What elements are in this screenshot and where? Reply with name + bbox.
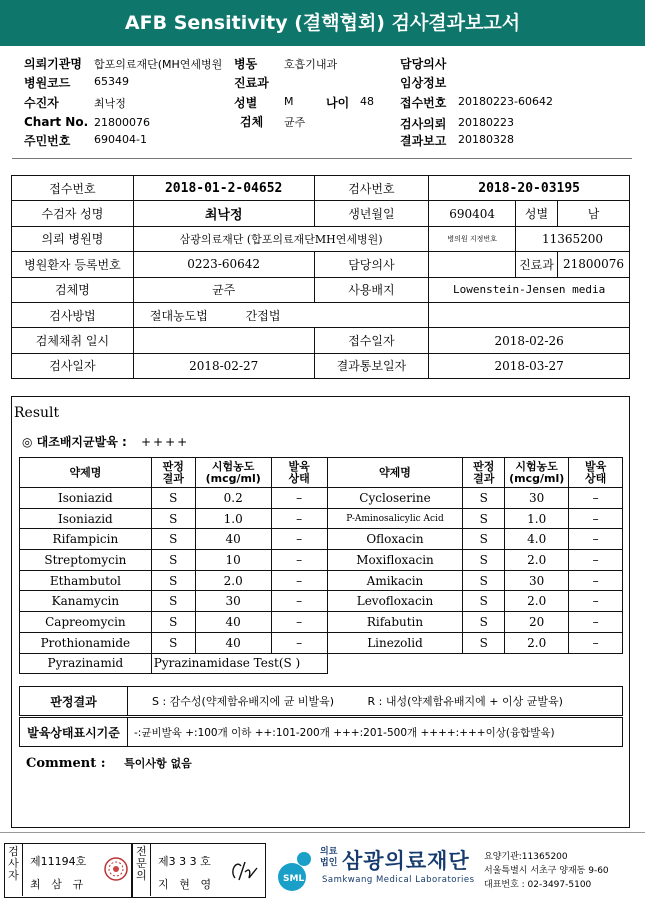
medium: Lowenstein-Jensen media <box>429 277 630 302</box>
conc: 10 <box>195 550 271 571</box>
susceptibility-table <box>19 457 623 674</box>
report-value: 20180328 <box>458 133 514 146</box>
control-growth-value: ++++ <box>140 435 190 449</box>
hospital-name: 삼광의료재단 (합포의료재단MH연세병원) <box>133 226 428 251</box>
judge-s-text: S : 감수성(약제함유배지에 균 비발육) <box>152 695 335 708</box>
judge: S <box>151 632 195 653</box>
conc: 0.2 <box>195 488 271 509</box>
hospital-code-value: 65349 <box>94 75 129 88</box>
resident-label: 주민번호 <box>24 134 71 148</box>
dept-value: 21800076 <box>557 252 629 277</box>
judge: S <box>463 612 505 633</box>
judge: S <box>463 591 505 612</box>
drug-name: Cycloserine <box>327 488 463 509</box>
growth: – <box>271 488 327 509</box>
table-row <box>20 591 623 612</box>
conc: 1.0 <box>195 508 271 529</box>
patient-label: 수진자 <box>24 96 59 110</box>
comment-text: 특이사항 없음 <box>124 757 192 770</box>
conc: 40 <box>195 612 271 633</box>
legend-table <box>19 686 623 747</box>
col-conc-right: 시험농도 (mcg/ml) <box>505 458 569 488</box>
judge: S <box>463 632 505 653</box>
growth: – <box>271 570 327 591</box>
method-indirect: 간접법 <box>245 308 281 323</box>
pza-blank <box>327 653 622 674</box>
test-date-label: 검사일자 <box>12 353 134 378</box>
drug-name: Rifabutin <box>327 612 463 633</box>
method-absolute: 절대농도법 <box>149 308 208 323</box>
drug-name: Ethambutol <box>20 570 152 591</box>
drug-name: Isoniazid <box>20 488 152 509</box>
comment <box>26 755 192 771</box>
drug-name: Amikacin <box>327 570 463 591</box>
examiner-label: 검사자 <box>5 844 23 896</box>
institution-value: 합포의료재단(MH연세병원 <box>94 58 223 71</box>
table-row <box>20 612 623 633</box>
table-row <box>20 529 623 550</box>
footer-divider <box>0 832 645 833</box>
growth: – <box>271 591 327 612</box>
name-label: 수검자 성명 <box>12 201 134 226</box>
growth: – <box>569 570 623 591</box>
growth: – <box>271 508 327 529</box>
hospital-label: 의뢰 병원명 <box>12 226 134 251</box>
chart-value: 21800076 <box>94 116 150 129</box>
conc: 30 <box>195 591 271 612</box>
doctor-value <box>429 252 516 277</box>
conc: 2.0 <box>195 570 271 591</box>
specialist-signature-box <box>132 843 266 898</box>
specialist-label: 전문의 <box>133 844 151 896</box>
judge: S <box>151 550 195 571</box>
patient-value: 최낙정 <box>94 97 126 110</box>
growth: – <box>271 550 327 571</box>
org-name: 삼광의료재단 <box>342 849 470 873</box>
drug-name: Capreomycin <box>20 612 152 633</box>
comment-label: Comment : <box>26 756 106 771</box>
doctor-label: 담당의사 <box>314 252 429 277</box>
receipt-no-label: 접수번호 <box>12 176 134 201</box>
received: 2018-02-26 <box>429 328 630 353</box>
test-date: 2018-02-27 <box>133 353 314 378</box>
dob-label: 생년월일 <box>314 201 429 226</box>
judge: S <box>463 529 505 550</box>
growth: – <box>569 508 623 529</box>
org-code: 요양기관:11365200 <box>484 852 568 862</box>
drug-name: Linezolid <box>327 632 463 653</box>
col-judge-right: 판정 결과 <box>463 458 505 488</box>
conc: 4.0 <box>505 529 569 550</box>
specimen: 균주 <box>133 277 314 302</box>
resident-value: 690404-1 <box>94 133 147 146</box>
org-english-name: Samkwang Medical Laboratories <box>322 875 475 885</box>
pza-drug: Pyrazinamid <box>20 653 152 674</box>
drug-name: Moxifloxacin <box>327 550 463 571</box>
method-blank <box>429 302 630 327</box>
receipt-value: 20180223-60642 <box>458 95 553 108</box>
growth: – <box>271 529 327 550</box>
header-info <box>0 50 645 150</box>
drug-name: Kanamycin <box>20 591 152 612</box>
report-title: AFB Sensitivity (결핵협회) 검사결과보고서 <box>0 0 645 46</box>
report-label: 결과보고 <box>400 134 447 148</box>
col-growth-left: 발육 상태 <box>271 458 327 488</box>
judge: S <box>463 550 505 571</box>
specialist-name: 지 현 영 <box>158 878 214 891</box>
growth: – <box>569 550 623 571</box>
examiner-no: 제11194호 <box>30 855 87 868</box>
ward-value: 호흡기내과 <box>284 58 338 71</box>
col-judge-left: 판정 결과 <box>151 458 195 488</box>
hospital-code-label: 병의원 지정번호 <box>429 226 516 251</box>
collect-label: 검체채취 일시 <box>12 328 134 353</box>
specialist-no: 제3 3 3 호 <box>158 855 211 868</box>
notify-label: 결과통보일자 <box>314 353 429 378</box>
hospital-code-label: 병원코드 <box>24 76 71 90</box>
medium-label: 사용배지 <box>314 277 429 302</box>
method-cell <box>133 302 428 327</box>
table-row <box>20 508 623 529</box>
reg-no: 0223-60642 <box>133 252 314 277</box>
result-heading: Result <box>14 405 60 421</box>
examiner-name: 최 삼 규 <box>30 878 86 891</box>
control-growth-label: ◎ 대조배지균발육 : <box>22 435 127 449</box>
judge-legend-label: 판정결과 <box>20 687 128 716</box>
drug-name: P-Aminosalicylic Acid <box>327 508 463 529</box>
chart-label: Chart No. <box>24 115 89 129</box>
signature-icon <box>227 856 261 886</box>
growth: – <box>569 529 623 550</box>
conc: 2.0 <box>505 591 569 612</box>
growth-legend-label: 발육상태표시기준 <box>20 718 128 747</box>
request-value: 20180223 <box>458 116 514 129</box>
organization-block <box>272 843 642 898</box>
dept-label: 진료과 <box>516 252 558 277</box>
dob: 690404 <box>429 201 516 226</box>
examiner-signature-box <box>4 843 132 898</box>
judge: S <box>151 529 195 550</box>
growth: – <box>569 488 623 509</box>
pza-test: Pyrazinamidase Test(S ) <box>151 653 327 674</box>
seal-icon <box>103 856 129 882</box>
clinical-label: 임상정보 <box>400 76 447 90</box>
table-row <box>20 653 623 674</box>
info-sex: 남 <box>557 201 629 226</box>
growth: – <box>271 612 327 633</box>
org-phone: 대표번호 : 02-3497-5100 <box>484 880 592 890</box>
doctor-label: 담당의사 <box>400 57 447 71</box>
test-no-label: 검사번호 <box>314 176 429 201</box>
control-growth <box>22 433 189 450</box>
logo-text: SML <box>283 874 305 884</box>
judge-r-text: R : 내성(약제함유배지에 + 이상 균발육) <box>367 695 563 708</box>
judge: S <box>151 508 195 529</box>
test-no: 2018-20-03195 <box>429 176 630 201</box>
drug-name: Prothionamide <box>20 632 152 653</box>
method-label: 검사방법 <box>12 302 134 327</box>
conc: 30 <box>505 488 569 509</box>
conc: 40 <box>195 632 271 653</box>
drug-name: Levofloxacin <box>327 591 463 612</box>
receipt-label: 접수번호 <box>400 96 447 110</box>
growth: – <box>569 612 623 633</box>
conc: 30 <box>505 570 569 591</box>
col-growth-right: 발육 상태 <box>569 458 623 488</box>
conc: 1.0 <box>505 508 569 529</box>
conc: 2.0 <box>505 550 569 571</box>
header-divider <box>12 158 632 159</box>
age-label: 나이 <box>326 96 350 110</box>
drug-name: Rifampicin <box>20 529 152 550</box>
info-sex-label: 성별 <box>516 201 558 226</box>
judge: S <box>151 612 195 633</box>
judge: S <box>463 488 505 509</box>
drug-name: Isoniazid <box>20 508 152 529</box>
judge: S <box>151 488 195 509</box>
receipt-no: 2018-01-2-04652 <box>133 176 314 201</box>
specimen-label: 검체 <box>240 115 264 129</box>
conc: 20 <box>505 612 569 633</box>
col-conc-left: 시험농도 (mcg/ml) <box>195 458 271 488</box>
received-label: 접수일자 <box>314 328 429 353</box>
patient-name: 최낙정 <box>133 201 314 226</box>
patient-info-table <box>11 175 630 379</box>
table-row <box>20 550 623 571</box>
judge: S <box>151 591 195 612</box>
judge: S <box>463 508 505 529</box>
col-drug-left: 약제명 <box>20 458 152 488</box>
conc: 2.0 <box>505 632 569 653</box>
org-address: 서울특별시 서초구 양재동 9-60 <box>484 866 609 876</box>
request-label: 검사의뢰 <box>400 117 447 131</box>
specimen-label: 검체명 <box>12 277 134 302</box>
drug-name: Streptomycin <box>20 550 152 571</box>
drug-name: Ofloxacin <box>327 529 463 550</box>
org-prefix: 의료 법인 <box>320 847 338 868</box>
growth: – <box>569 632 623 653</box>
sml-logo-icon <box>274 847 318 893</box>
judge: S <box>463 570 505 591</box>
age-value: 48 <box>360 95 374 108</box>
collect-value <box>133 328 314 353</box>
institution-label: 의뢰기관명 <box>24 57 82 71</box>
sex-value: M <box>284 95 294 108</box>
col-drug-right: 약제명 <box>327 458 463 488</box>
ward-label: 병동 <box>234 57 258 71</box>
judge: S <box>151 570 195 591</box>
growth: – <box>569 591 623 612</box>
table-row <box>20 632 623 653</box>
growth-legend-text: -:균비발육 +:100개 이하 ++:101-200개 +++:201-500개 ++++:+++이상(융합발육) <box>128 718 623 747</box>
conc: 40 <box>195 529 271 550</box>
dept-label: 진료과 <box>234 76 269 90</box>
reg-label: 병원환자 등록번호 <box>12 252 134 277</box>
judge-legend-text <box>128 687 623 716</box>
notify: 2018-03-27 <box>429 353 630 378</box>
growth: – <box>271 632 327 653</box>
sex-label: 성별 <box>234 96 258 110</box>
table-row <box>20 570 623 591</box>
specimen-value: 균주 <box>284 116 306 129</box>
hospital-code: 11365200 <box>516 226 630 251</box>
table-row <box>20 488 623 509</box>
